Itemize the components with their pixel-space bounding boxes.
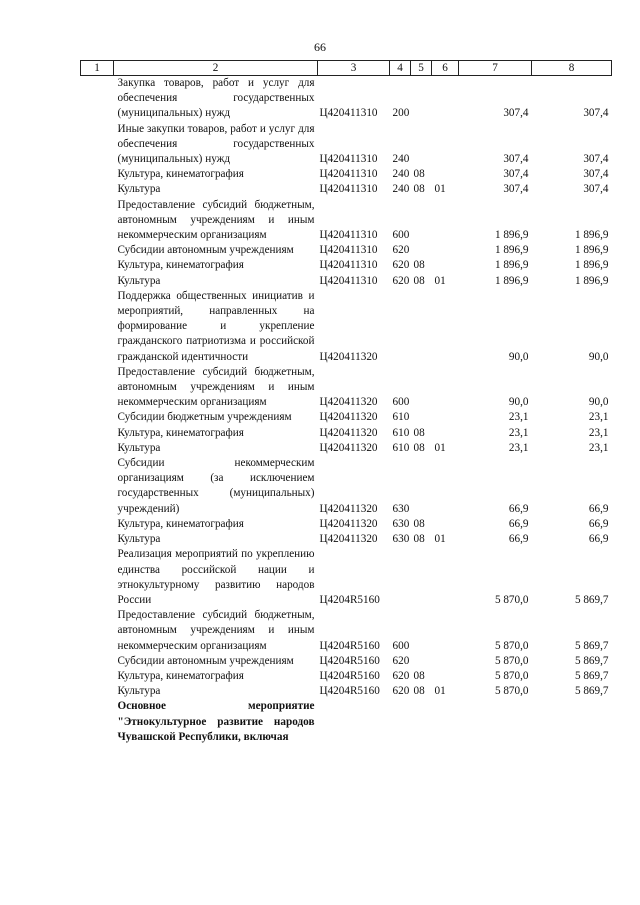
- expense-type-cell: 620: [392, 274, 410, 287]
- actual-amount-cell: 90,0: [588, 396, 609, 409]
- planned-amount-cell: 5 870,0: [494, 639, 529, 652]
- actual-amount-cell: 1 896,9: [574, 229, 609, 242]
- subsection-cell: [432, 410, 459, 425]
- planned-amount-cell: 307,4: [503, 183, 529, 196]
- table-row: [81, 699, 612, 745]
- target-code-cell: Ц420411320: [319, 396, 378, 409]
- subsection-cell: [432, 654, 459, 669]
- header-cell: 7: [459, 61, 532, 76]
- section-cell: [411, 608, 432, 654]
- section-cell: [411, 122, 432, 168]
- planned-amount-cell: 5 870,0: [494, 669, 529, 682]
- table-row: [81, 654, 612, 669]
- row-number-cell: [81, 532, 114, 547]
- target-code-cell: Ц420411320: [319, 426, 378, 439]
- target-code-cell: Ц4204R5160: [319, 685, 380, 698]
- row-number-cell: [81, 182, 114, 197]
- expense-type-cell: 600: [392, 639, 410, 652]
- expense-type-cell: 240: [392, 153, 410, 166]
- expense-type-cell: 600: [392, 229, 410, 242]
- expense-name-cell: Иные закупки товаров, работ и услуг для обеспечения государственных (муниципальных) нужд: [117, 122, 315, 166]
- planned-amount-cell: 5 870,0: [494, 654, 529, 667]
- table-row: [81, 243, 612, 258]
- actual-amount-cell: 66,9: [588, 533, 609, 546]
- subsection-cell: 01: [434, 274, 446, 287]
- row-number-cell: [81, 517, 114, 532]
- expense-type-cell: 240: [392, 168, 410, 181]
- section-cell: 08: [413, 441, 425, 454]
- table-row: [81, 365, 612, 411]
- target-code-cell: Ц420411310: [319, 259, 378, 272]
- section-cell: [411, 243, 432, 258]
- table-row: [81, 532, 612, 547]
- table-row: [81, 441, 612, 456]
- actual-amount-cell: 307,4: [583, 107, 609, 120]
- expense-name-cell: Культура, кинематография: [117, 426, 244, 439]
- table-row: [81, 608, 612, 654]
- header-cell: 6: [432, 61, 459, 76]
- expense-name-cell: Субсидии автономным учреждениям: [117, 654, 294, 667]
- expense-name-cell: Культура: [117, 183, 161, 196]
- planned-amount-cell: 90,0: [508, 396, 529, 409]
- row-number-cell: [81, 669, 114, 684]
- row-number-cell: [81, 410, 114, 425]
- target-code-cell: Ц4204R5160: [319, 654, 380, 667]
- section-cell: [411, 76, 432, 122]
- row-number-cell: [81, 167, 114, 182]
- section-cell: 08: [413, 669, 425, 682]
- expense-name-cell: Субсидии автономным учреждениям: [117, 244, 294, 257]
- table-row: [81, 258, 612, 273]
- subsection-cell: [432, 426, 459, 441]
- expense-name-cell: Закупка товаров, работ и услуг для обеспечения государственных (муниципальных) нужд: [117, 77, 315, 120]
- row-number-cell: [81, 426, 114, 441]
- row-number-cell: [81, 76, 114, 122]
- expense-name-cell: Культура, кинематография: [117, 669, 244, 682]
- target-code-cell: Ц420411310: [319, 244, 378, 257]
- expense-name-cell: Культура, кинематография: [117, 259, 244, 272]
- table-row: [81, 198, 612, 244]
- section-cell: [411, 289, 432, 365]
- table-row: [81, 517, 612, 532]
- section-cell: 08: [413, 168, 425, 181]
- target-code-cell: Ц420411320: [319, 517, 378, 530]
- header-cell: 2: [114, 61, 318, 76]
- row-number-cell: [81, 243, 114, 258]
- section-cell: [411, 198, 432, 244]
- planned-amount-cell: 23,1: [508, 441, 529, 454]
- planned-amount-cell: 5 870,0: [494, 685, 529, 698]
- row-number-cell: [81, 684, 114, 699]
- row-number-cell: [81, 456, 114, 517]
- subsection-cell: 01: [434, 441, 446, 454]
- target-code-cell: Ц420411310: [319, 229, 378, 242]
- expense-type-cell: 610: [392, 426, 410, 439]
- expense-name-cell: Основное мероприятие "Этнокультурное развитие народов Чувашской Республики, включая: [117, 700, 315, 743]
- target-code-cell: Ц4204R5160: [319, 669, 380, 682]
- actual-amount-cell: 90,0: [588, 350, 609, 363]
- page-number: 66: [314, 40, 326, 54]
- expense-name-cell: Культура, кинематография: [117, 168, 244, 181]
- actual-amount-cell: 1 896,9: [574, 274, 609, 287]
- planned-amount-cell: 5 870,0: [494, 593, 529, 606]
- row-number-cell: [81, 441, 114, 456]
- actual-amount-cell: 5 869,7: [574, 654, 609, 667]
- actual-amount-cell: 66,9: [588, 502, 609, 515]
- row-number-cell: [81, 547, 114, 608]
- expense-type-cell: 630: [392, 517, 410, 530]
- target-code-cell: [318, 699, 390, 745]
- section-cell: 08: [413, 426, 425, 439]
- subsection-cell: [432, 198, 459, 244]
- row-number-cell: [81, 608, 114, 654]
- subsection-cell: [432, 167, 459, 182]
- section-cell: [411, 456, 432, 517]
- expense-name-cell: Предоставление субсидий бюджетным, автономным учреждениям и иным некоммерческим организациям: [117, 198, 315, 242]
- target-code-cell: Ц420411310: [319, 183, 378, 196]
- expense-type-cell: 600: [392, 396, 410, 409]
- expense-name-cell: Реализация мероприятий по укреплению единства российской нации и этнокультурному развитию народов России: [117, 548, 315, 606]
- target-code-cell: Ц4204R5160: [319, 593, 380, 606]
- section-cell: 08: [413, 517, 425, 530]
- section-cell: [411, 410, 432, 425]
- actual-amount-cell: 1 896,9: [574, 259, 609, 272]
- actual-amount-cell: 23,1: [588, 411, 609, 424]
- row-number-cell: [81, 274, 114, 289]
- actual-amount-cell: 307,4: [583, 183, 609, 196]
- expense-type-cell: 610: [392, 441, 410, 454]
- planned-amount-cell: 307,4: [503, 168, 529, 181]
- section-cell: [411, 654, 432, 669]
- table-row: [81, 289, 612, 365]
- expense-type-cell: 620: [392, 685, 410, 698]
- subsection-cell: [432, 122, 459, 168]
- actual-amount-cell: 5 869,7: [574, 685, 609, 698]
- subsection-cell: [432, 699, 459, 745]
- section-cell: 08: [413, 183, 425, 196]
- expense-name-cell: Культура: [117, 533, 161, 546]
- planned-amount-cell: 23,1: [508, 426, 529, 439]
- expense-type-cell: 630: [392, 502, 410, 515]
- header-cell: 5: [411, 61, 432, 76]
- actual-amount-cell: 23,1: [588, 441, 609, 454]
- expense-name-cell: Культура: [117, 274, 161, 287]
- table-row: [81, 167, 612, 182]
- subsection-cell: [432, 517, 459, 532]
- row-number-cell: [81, 289, 114, 365]
- expense-name-cell: Культура: [117, 441, 161, 454]
- table-header-row: [81, 61, 612, 76]
- section-cell: 08: [413, 274, 425, 287]
- target-code-cell: Ц420411310: [319, 153, 378, 166]
- subsection-cell: [432, 365, 459, 411]
- table-row: [81, 456, 612, 517]
- section-cell: 08: [413, 533, 425, 546]
- target-code-cell: Ц420411310: [319, 168, 378, 181]
- expense-name-cell: Культура: [117, 685, 161, 698]
- planned-amount-cell: 1 896,9: [494, 229, 529, 242]
- expense-type-cell: [390, 547, 411, 608]
- subsection-cell: [432, 547, 459, 608]
- section-cell: 08: [413, 259, 425, 272]
- section-cell: [411, 547, 432, 608]
- table-row: [81, 76, 612, 122]
- target-code-cell: Ц420411310: [319, 274, 378, 287]
- expense-type-cell: 620: [392, 259, 410, 272]
- expense-name-cell: Предоставление субсидий бюджетным, автономным учреждениям и иным некоммерческим организациям: [117, 365, 315, 409]
- header-cell: 1: [81, 61, 114, 76]
- budget-table: [80, 60, 612, 745]
- actual-amount-cell: 5 869,7: [574, 593, 609, 606]
- table-row: [81, 684, 612, 699]
- row-number-cell: [81, 699, 114, 745]
- actual-amount-cell: 5 869,7: [574, 669, 609, 682]
- subsection-cell: [432, 456, 459, 517]
- table-row: [81, 410, 612, 425]
- actual-amount-cell: 23,1: [588, 426, 609, 439]
- actual-amount-cell: [532, 699, 612, 745]
- subsection-cell: [432, 258, 459, 273]
- expense-type-cell: [390, 289, 411, 365]
- target-code-cell: Ц420411320: [319, 533, 378, 546]
- planned-amount-cell: 66,9: [508, 517, 529, 530]
- row-number-cell: [81, 258, 114, 273]
- table-row: [81, 426, 612, 441]
- subsection-cell: [432, 76, 459, 122]
- subsection-cell: [432, 243, 459, 258]
- row-number-cell: [81, 198, 114, 244]
- expense-type-cell: 620: [392, 669, 410, 682]
- section-cell: [411, 365, 432, 411]
- subsection-cell: [432, 608, 459, 654]
- expense-type-cell: 620: [392, 654, 410, 667]
- expense-type-cell: 240: [392, 183, 410, 196]
- target-code-cell: Ц420411320: [319, 502, 378, 515]
- target-code-cell: Ц420411320: [319, 350, 378, 363]
- planned-amount-cell: [459, 699, 532, 745]
- planned-amount-cell: 66,9: [508, 502, 529, 515]
- subsection-cell: [432, 669, 459, 684]
- subsection-cell: 01: [434, 183, 446, 196]
- section-cell: [411, 699, 432, 745]
- planned-amount-cell: 1 896,9: [494, 274, 529, 287]
- planned-amount-cell: 90,0: [508, 350, 529, 363]
- subsection-cell: 01: [434, 685, 446, 698]
- expense-type-cell: 630: [392, 533, 410, 546]
- table-row: [81, 547, 612, 608]
- planned-amount-cell: 307,4: [503, 107, 529, 120]
- row-number-cell: [81, 365, 114, 411]
- subsection-cell: 01: [434, 533, 446, 546]
- target-code-cell: Ц420411320: [319, 411, 378, 424]
- table-row: [81, 669, 612, 684]
- actual-amount-cell: 307,4: [583, 153, 609, 166]
- target-code-cell: Ц420411310: [319, 107, 378, 120]
- target-code-cell: Ц420411320: [319, 441, 378, 454]
- actual-amount-cell: 66,9: [588, 517, 609, 530]
- table-row: [81, 122, 612, 168]
- expense-name-cell: Субсидии некоммерческим организациям (за исключением государственных (муниципальных) учреждений): [117, 457, 315, 515]
- expense-name-cell: Предоставление субсидий бюджетным, автономным учреждениям и иным некоммерческим организациям: [117, 609, 315, 652]
- planned-amount-cell: 1 896,9: [494, 244, 529, 257]
- planned-amount-cell: 23,1: [508, 411, 529, 424]
- target-code-cell: Ц4204R5160: [319, 639, 380, 652]
- expense-name-cell: Субсидии бюджетным учреждениям: [117, 411, 292, 424]
- expense-type-cell: 200: [392, 107, 410, 120]
- planned-amount-cell: 1 896,9: [494, 259, 529, 272]
- actual-amount-cell: 5 869,7: [574, 639, 609, 652]
- section-cell: 08: [413, 685, 425, 698]
- expense-name-cell: Культура, кинематография: [117, 517, 244, 530]
- expense-type-cell: [390, 699, 411, 745]
- expense-type-cell: 610: [392, 411, 410, 424]
- planned-amount-cell: 307,4: [503, 153, 529, 166]
- expense-type-cell: 620: [392, 244, 410, 257]
- row-number-cell: [81, 122, 114, 168]
- table-row: [81, 274, 612, 289]
- planned-amount-cell: 66,9: [508, 533, 529, 546]
- table-row: [81, 182, 612, 197]
- expense-name-cell: Поддержка общественных инициатив и мероприятий, направленных на формирование и укрепление гражданского патриотизма и российской гражданской идентичности: [117, 289, 315, 363]
- header-cell: 4: [390, 61, 411, 76]
- header-cell: 8: [532, 61, 612, 76]
- subsection-cell: [432, 289, 459, 365]
- actual-amount-cell: 307,4: [583, 168, 609, 181]
- row-number-cell: [81, 654, 114, 669]
- actual-amount-cell: 1 896,9: [574, 244, 609, 257]
- header-cell: 3: [318, 61, 390, 76]
